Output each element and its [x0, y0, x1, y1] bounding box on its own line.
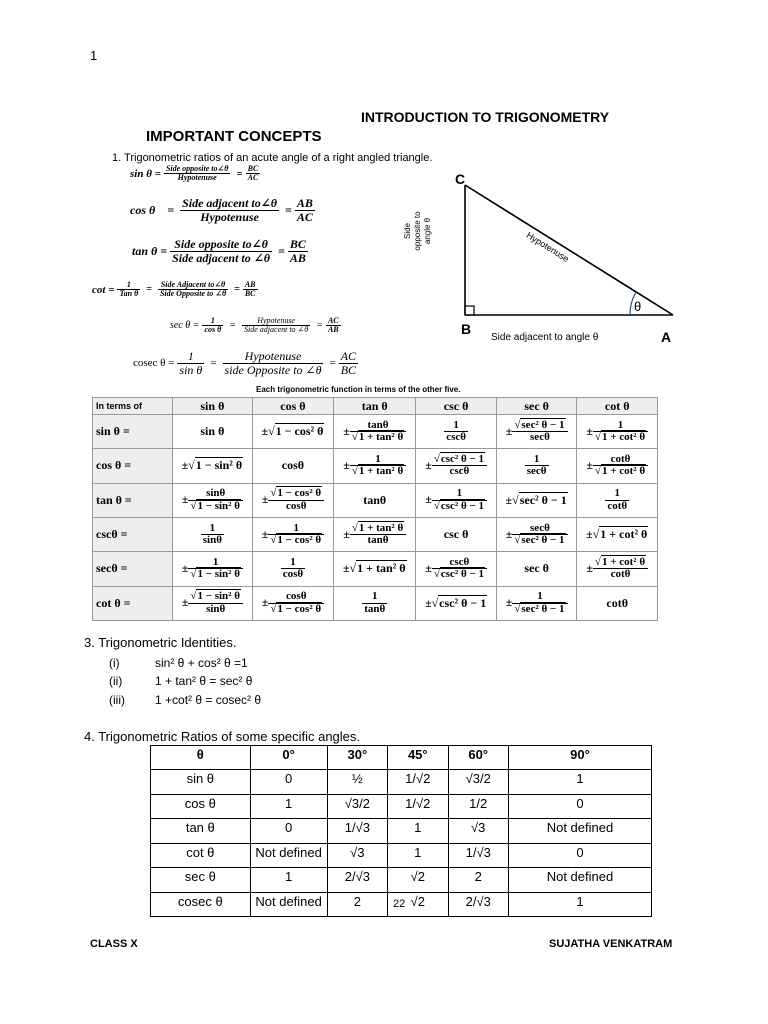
angles-row-cos	[151, 794, 652, 818]
conv-cell: ± $\frac{\text{√1 + tan² θ}}{\tan\theta}$	[334, 517, 416, 551]
conv-table-caption: Each trigonometric function in terms of the other five.	[256, 385, 461, 394]
conv-cell: ±√csc² θ − 1	[416, 586, 497, 620]
conv-cell: tanθ	[334, 483, 416, 517]
item-4-heading: 4. Trigonometric Ratios of some specific angles.	[84, 729, 361, 744]
angles-row-sec	[151, 868, 652, 892]
angles-cell: √3	[448, 819, 508, 843]
conv-cell: $\frac{1}{\cot\theta}$	[577, 483, 658, 517]
conv-cell: ± $\frac{\sin\theta}{\text{√1 − sin² θ}}$	[173, 483, 253, 517]
conv-row-label: secθ =	[93, 552, 173, 586]
angles-header: 0°	[250, 746, 327, 770]
conv-cell: $\frac{1}{\cos\theta}$	[252, 552, 333, 586]
angles-header: θ	[151, 746, 251, 770]
angles-cell: √3/2	[327, 794, 387, 818]
angles-cell: Not defined	[250, 892, 327, 916]
angles-cell: cot θ	[151, 843, 251, 867]
conv-cell: ± $\frac{\cot\theta}{\text{√1 + cot² θ}}$	[577, 449, 658, 483]
conv-row-sec	[93, 552, 658, 586]
conv-cell: ± $\frac{\text{√1 + cot² θ}}{\cot\theta}$	[577, 552, 658, 586]
angles-cell: 1	[388, 843, 448, 867]
angles-cell: Not defined	[250, 843, 327, 867]
angles-cell: 1	[508, 892, 651, 916]
sin-formula: sin θ = $\frac{\text{Side opposite to∠θ}}{\text{Hypotenuse}}$ = $\frac{BC}{AC}$	[130, 164, 259, 183]
conv-header: sin θ	[173, 398, 253, 415]
cos-formula: cos θ = $\frac{\text{Side adjacent to∠θ}}{\text{Hypotenuse}}$ = $\frac{AB}{AC}$	[130, 196, 313, 224]
conv-cell: ± $\frac{\text{√1 − cos² θ}}{\cos\theta}$	[252, 483, 333, 517]
conv-cell: ± $\frac{\cos\theta}{\text{√1 − cos² θ}}$	[252, 586, 333, 620]
conv-cell: cotθ	[577, 586, 658, 620]
conv-cell: ±√1 + tan² θ	[334, 552, 416, 586]
page-label: 22	[393, 898, 406, 910]
identity-text: 1 +cot² θ = cosec² θ	[155, 693, 262, 707]
conv-cell: ±√sec² θ − 1	[496, 483, 577, 517]
right-triangle-diagram	[400, 165, 700, 350]
angles-cell: 0	[508, 794, 651, 818]
conv-cell: ± $\frac{1}{\text{√1 − sin² θ}}$	[173, 552, 253, 586]
identity-num: (iii)	[109, 693, 125, 707]
item-3-heading: 3. Trigonometric Identities.	[84, 635, 237, 650]
vertex-a-label: A	[661, 329, 672, 345]
footer-author: SUJATHA VENKATRAM	[549, 938, 673, 950]
conv-cell: $\frac{1}{\sec\theta}$	[496, 449, 577, 483]
vertex-c-label: C	[455, 171, 466, 187]
angles-row-sin	[151, 770, 652, 794]
angles-cell: cos θ	[151, 794, 251, 818]
angles-cell: 1	[250, 794, 327, 818]
conv-row-label: tan θ =	[93, 483, 173, 517]
angles-cell: ½	[327, 770, 387, 794]
conv-cell: cosθ	[252, 449, 333, 483]
conv-header-row	[93, 398, 658, 415]
conv-cell: sin θ	[173, 415, 253, 449]
trig-conversion-table	[92, 397, 658, 621]
specific-angles-table	[150, 745, 652, 917]
conv-row-tan	[93, 483, 658, 517]
conv-cell: $\frac{1}{\tan\theta}$	[334, 586, 416, 620]
angles-cell: 0	[250, 819, 327, 843]
conv-cell: csc θ	[416, 517, 497, 551]
angles-cell: 1	[508, 770, 651, 794]
angles-row-tan	[151, 819, 652, 843]
conv-row-label: cot θ =	[93, 586, 173, 620]
angles-cell: sec θ	[151, 868, 251, 892]
section-subtitle: IMPORTANT CONCEPTS	[146, 128, 322, 145]
angles-header-row	[151, 746, 652, 770]
angles-header: 60°	[448, 746, 508, 770]
footer-class: CLASS X	[90, 938, 138, 950]
hypotenuse-label: Hypotenuse	[524, 230, 571, 264]
angles-cell: cosec θ	[151, 892, 251, 916]
angles-cell: tan θ	[151, 819, 251, 843]
conv-row-label: sin θ =	[93, 415, 173, 449]
conv-cell: ± $\frac{1}{\text{√1 − cos² θ}}$	[252, 517, 333, 551]
conv-cell: ±√1 + cot² θ	[577, 517, 658, 551]
page-title: INTRODUCTION TO TRIGONOMETRY	[361, 109, 610, 125]
angles-cell: √2	[388, 892, 448, 916]
conv-cell: ± $\frac{\text{√csc² θ − 1}}{\csc\theta}$	[416, 449, 497, 483]
conv-cell: ± $\frac{\text{√1 − sin² θ}}{\sin\theta}$	[173, 586, 253, 620]
angles-cell: sin θ	[151, 770, 251, 794]
angles-cell: Not defined	[508, 819, 651, 843]
page-number: 1	[90, 48, 98, 63]
conv-header: sec θ	[496, 398, 577, 415]
right-angle-mark	[465, 306, 474, 315]
angles-cell: 0	[508, 843, 651, 867]
conv-row-cos	[93, 449, 658, 483]
angles-cell: 1/√3	[327, 819, 387, 843]
angles-header: 90°	[508, 746, 651, 770]
conv-row-cot	[93, 586, 658, 620]
angles-cell: Not defined	[508, 868, 651, 892]
conv-row-label: cos θ =	[93, 449, 173, 483]
conv-cell: $\frac{1}{\csc\theta}$	[416, 415, 497, 449]
conv-cell: ± $\frac{\text{√sec² θ − 1}}{\sec\theta}$	[496, 415, 577, 449]
conv-cell: sec θ	[496, 552, 577, 586]
angles-row-cot	[151, 843, 652, 867]
tan-formula: tan θ = $\frac{\text{Side opposite to∠θ}}{\text{Side adjacent to ∠θ}}$ = $\frac{BC}{AB}$	[132, 237, 306, 265]
angles-cell: 2	[448, 868, 508, 892]
conv-header: cot θ	[577, 398, 658, 415]
conv-cell: ± $\frac{\sec\theta}{\text{√sec² θ − 1}}$	[496, 517, 577, 551]
side-adjacent-label: Side adjacent to angle θ	[491, 332, 599, 343]
conv-cell: ± $\frac{1}{\text{√csc² θ − 1}}$	[416, 483, 497, 517]
conv-cell: ± $\frac{1}{\text{√1 + tan² θ}}$	[334, 449, 416, 483]
angles-cell: √3	[327, 843, 387, 867]
conv-header: csc θ	[416, 398, 497, 415]
conv-corner: In terms of	[93, 398, 173, 415]
angles-cell: 1/2	[448, 794, 508, 818]
conv-cell: ± $\frac{\tan\theta}{\text{√1 + tan² θ}}$	[334, 415, 416, 449]
conv-cell: ±√1 − sin² θ	[173, 449, 253, 483]
identity-num: (ii)	[109, 674, 123, 688]
sec-formula: sec θ = $\frac{1}{\text{cos θ}}$ = $\frac{\text{Hypotenuse}}{\text{Side adjacent to ∠θ}}$ = $\frac{AC}{AB}$	[170, 316, 339, 335]
conv-row-sin	[93, 415, 658, 449]
angles-cell: 2	[327, 892, 387, 916]
identity-text: sin² θ + cos² θ =1	[155, 656, 248, 670]
cosec-formula: cosec θ = $\frac{1}{\text{sin θ}}$ = $\frac{\text{Hypotenuse}}{\text{side Opposite to ∠θ}}$ = $\frac{AC}{BC}$	[133, 349, 357, 377]
conv-cell: ± $\frac{1}{\text{√1 + cot² θ}}$	[577, 415, 658, 449]
angles-cell: 0	[250, 770, 327, 794]
angles-cell: 1	[388, 819, 448, 843]
conv-cell: $\frac{1}{\sin\theta}$	[173, 517, 253, 551]
angles-cell: 2/√3	[448, 892, 508, 916]
vertex-b-label: B	[461, 321, 472, 337]
angles-header: 45°	[388, 746, 448, 770]
angles-cell: 1/√2	[388, 794, 448, 818]
conv-cell: ±√1 − cos² θ	[252, 415, 333, 449]
angle-theta-label: θ	[634, 299, 642, 314]
conv-row-csc	[93, 517, 658, 551]
angles-cell: 1/√2	[388, 770, 448, 794]
conv-header: tan θ	[334, 398, 416, 415]
hypotenuse-line	[465, 185, 673, 315]
conv-cell: ± $\frac{\csc\theta}{\text{√csc² θ − 1}}$	[416, 552, 497, 586]
identity-num: (i)	[109, 656, 120, 670]
conv-row-label: cscθ =	[93, 517, 173, 551]
identity-text: 1 + tan² θ = sec² θ	[155, 674, 253, 688]
angles-cell: √2	[388, 868, 448, 892]
cot-formula: cot = $\frac{1}{\text{Tan θ}}$ = $\frac{\text{Side Adjacent to∠θ}}{\text{Side Opposite to ∠θ}}$ = $\frac{AB}{BC}$	[92, 280, 256, 299]
conv-cell: ± $\frac{1}{\text{√sec² θ − 1}}$	[496, 586, 577, 620]
item-1-heading: 1. Trigonometric ratios of an acute angle of a right angled triangle.	[112, 152, 433, 164]
angles-cell: 1	[250, 868, 327, 892]
angles-header: 30°	[327, 746, 387, 770]
conv-header: cos θ	[252, 398, 333, 415]
angles-cell: 1/√3	[448, 843, 508, 867]
side-opposite-label: Side opposite to angle θ	[403, 211, 432, 251]
angles-cell: 2/√3	[327, 868, 387, 892]
angles-cell: √3/2	[448, 770, 508, 794]
